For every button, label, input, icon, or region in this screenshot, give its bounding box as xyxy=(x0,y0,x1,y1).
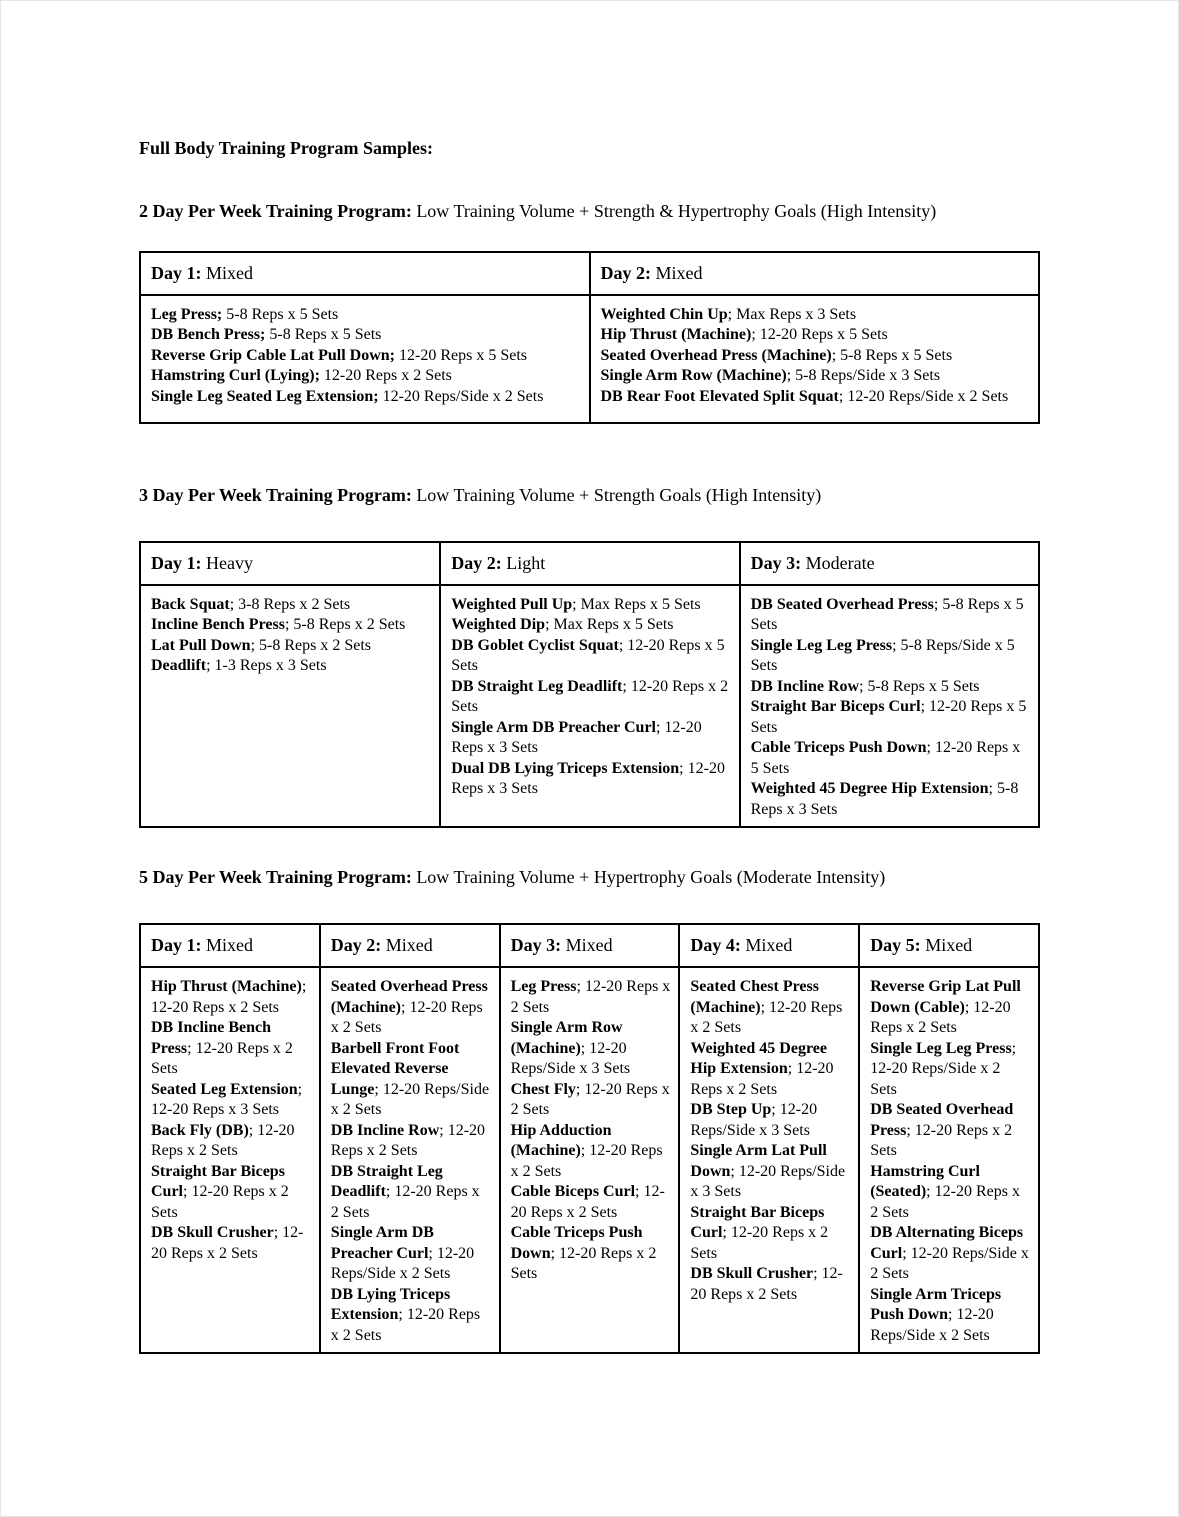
exercise-name: Single Arm DB Preacher Curl xyxy=(451,718,656,736)
exercise-item xyxy=(151,1080,311,1121)
program-heading-5day-rest: Low Training Volume + Hypertrophy Goals (Moderate Intensity) xyxy=(411,867,886,887)
day-label: Day 2: xyxy=(600,262,651,283)
exercise-name: Single Arm Triceps Push Down xyxy=(870,1285,1002,1323)
table-5day-program xyxy=(139,923,1040,1354)
exercise-item xyxy=(690,977,850,1039)
exercise-name: DB Alternating Biceps Curl xyxy=(870,1224,1024,1262)
day-type: Mixed xyxy=(381,935,433,955)
table-5day-header-row xyxy=(140,924,1039,967)
exercise-name: DB Skull Crusher xyxy=(151,1224,274,1241)
exercise-item xyxy=(451,595,730,616)
exercise-name: DB Bench Press; xyxy=(151,326,266,343)
table-5day-body-row xyxy=(140,967,1039,1353)
exercise-name: Hamstring Curl (Lying); xyxy=(151,367,320,384)
exercise-name: Straight Bar Biceps Curl xyxy=(690,1203,825,1241)
exercise-detail: 12-20 Reps/Side x 2 Sets xyxy=(378,387,544,405)
exercise-item xyxy=(601,325,1031,346)
exercise-name: Single Leg Seated Leg Extension; xyxy=(151,387,379,405)
exercise-name: Hip Thrust (Machine) xyxy=(151,978,302,995)
exercise-item xyxy=(690,1039,850,1101)
exercise-name: Hip Thrust (Machine) xyxy=(600,326,752,343)
exercise-name: Leg Press; xyxy=(151,305,223,323)
day-type: Mixed xyxy=(651,262,703,283)
exercise-detail: ; 12-20 Reps x 2 Sets xyxy=(510,1244,657,1282)
exercise-name: Reverse Grip Lat Pull Down (Cable) xyxy=(870,978,1021,1016)
program-heading-5day-bold: 5 Day Per Week Training Program: xyxy=(139,867,412,887)
exercise-name: Single Leg Leg Press xyxy=(870,1039,1012,1057)
exercise-detail: ; Max Reps x 3 Sets xyxy=(727,305,857,323)
exercise-name: DB Straight Leg Deadlift xyxy=(330,1162,443,1200)
day-label: Day 1: xyxy=(151,262,202,283)
exercise-item xyxy=(511,1182,671,1223)
table-2day-day1-cell xyxy=(140,295,590,423)
exercise-detail: ; 5-8 Reps/Side x 5 Sets xyxy=(750,636,1015,674)
exercise-item xyxy=(331,1039,491,1121)
table-5day-day1-cell xyxy=(140,967,320,1353)
day-type: Moderate xyxy=(801,552,875,573)
day-type: Light xyxy=(501,552,546,573)
exercise-name: Seated Chest Press (Machine) xyxy=(690,978,819,1016)
day-type: Mixed xyxy=(740,935,793,955)
table-3day-header-day3 xyxy=(740,542,1039,585)
exercise-detail: ; 12-20 Reps x 2 Sets xyxy=(510,978,671,1016)
exercise-detail: ; 12-20 Reps x 2 Sets xyxy=(690,1265,843,1303)
exercise-item xyxy=(870,1100,1030,1162)
exercise-item xyxy=(331,1162,491,1224)
table-5day-day5-cell xyxy=(859,967,1039,1353)
exercise-detail: ; 5-8 Reps/Side x 3 Sets xyxy=(786,367,941,384)
exercise-item xyxy=(151,636,431,657)
exercise-name: Dual DB Lying Triceps Extension xyxy=(451,759,680,777)
exercise-detail: ; 5-8 Reps x 5 Sets xyxy=(750,595,1024,633)
exercise-item xyxy=(601,387,1031,408)
table-3day-day2-cell xyxy=(440,585,739,828)
table-2day-header-row xyxy=(140,252,1039,295)
program-heading-3day-rest: Low Training Volume + Strength Goals (High Intensity) xyxy=(411,484,822,505)
table-5day-header-day4 xyxy=(679,924,859,967)
exercise-name: DB Skull Crusher xyxy=(690,1265,814,1282)
exercise-detail: ; 12-20 Reps/Side x 3 Sets xyxy=(690,1162,846,1200)
exercise-name: Lat Pull Down xyxy=(151,636,251,654)
exercise-detail: 5-8 Reps x 5 Sets xyxy=(265,326,382,343)
exercise-detail: 12-20 Reps x 5 Sets xyxy=(394,346,527,364)
exercise-detail: ; 12-20 Reps x 2 Sets xyxy=(151,1121,295,1159)
exercise-name: Straight Bar Biceps Curl xyxy=(750,698,921,715)
exercise-name: DB Incline Bench Press xyxy=(151,1019,272,1057)
exercise-item xyxy=(690,1264,850,1305)
exercise-detail: ; 12-20 Reps/Side x 3 Sets xyxy=(510,1039,631,1077)
exercise-detail: ; 5-8 Reps x 2 Sets xyxy=(250,636,372,654)
table-2day-day2-cell xyxy=(590,295,1040,423)
exercise-item xyxy=(151,595,431,616)
exercise-item xyxy=(151,387,581,408)
exercise-detail: ; 12-20 Reps x 3 Sets xyxy=(151,1080,303,1118)
exercise-item xyxy=(511,1223,671,1285)
exercise-name: Weighted 45 Degree Hip Extension xyxy=(690,1039,827,1077)
exercise-item xyxy=(151,366,581,387)
exercise-name: DB Goblet Cyclist Squat xyxy=(451,636,619,654)
exercise-item xyxy=(151,305,581,326)
exercise-name: Weighted Dip xyxy=(451,616,546,633)
program-heading-5day xyxy=(139,864,1040,891)
exercise-detail: ; 12-20 Reps x 2 Sets xyxy=(510,1142,663,1180)
exercise-detail: ; 12-20 Reps x 2 Sets xyxy=(510,1080,670,1118)
table-2day-header-day2 xyxy=(590,252,1040,295)
exercise-item xyxy=(511,1018,671,1080)
page-title-text: Full Body Training Program Samples: xyxy=(139,138,434,158)
day-label: Day 3: xyxy=(510,935,562,955)
program-heading-2day-bold: 2 Day Per Week Training Program: xyxy=(139,200,412,221)
page-title xyxy=(139,137,1040,160)
exercise-name: Single Arm Row (Machine) xyxy=(510,1019,623,1057)
exercise-item xyxy=(151,1121,311,1162)
exercise-detail: ; Max Reps x 5 Sets xyxy=(572,595,701,613)
exercise-detail: ; 12-20 Reps x 5 Sets xyxy=(751,326,888,343)
day-label: Day 5: xyxy=(870,935,921,955)
exercise-name: Hip Adduction (Machine) xyxy=(510,1121,612,1159)
exercise-item xyxy=(601,366,1031,387)
exercise-detail: ; 5-8 Reps x 2 Sets xyxy=(284,616,406,633)
exercise-detail: ; 1-3 Reps x 3 Sets xyxy=(206,657,327,674)
exercise-detail: ; 5-8 Reps x 5 Sets xyxy=(831,346,953,364)
exercise-item xyxy=(601,346,1031,367)
table-2day-program xyxy=(139,251,1040,424)
exercise-name: Seated Leg Extension xyxy=(151,1080,298,1098)
exercise-item xyxy=(151,1018,311,1080)
exercise-item xyxy=(870,977,1030,1039)
exercise-detail: ; 12-20 Reps x 2 Sets xyxy=(690,998,843,1036)
exercise-detail: ; 12-20 Reps x 2 Sets xyxy=(151,1183,289,1221)
exercise-item xyxy=(451,718,730,759)
table-3day-header-day1 xyxy=(140,542,440,585)
exercise-detail: ; 5-8 Reps x 3 Sets xyxy=(750,780,1019,818)
exercise-item xyxy=(331,1121,491,1162)
table-2day-header-day1 xyxy=(140,252,590,295)
exercise-name: Weighted 45 Degree Hip Extension xyxy=(750,780,989,797)
exercise-detail: ; 5-8 Reps x 5 Sets xyxy=(859,677,980,695)
exercise-detail: ; 12-20 Reps/Side x 3 Sets xyxy=(690,1101,818,1139)
exercise-item xyxy=(331,1223,491,1285)
exercise-item xyxy=(870,1039,1030,1101)
exercise-item xyxy=(511,977,671,1018)
exercise-name: Back Squat xyxy=(151,595,230,613)
exercise-detail: ; 12-20 Reps/Side x 2 Sets xyxy=(870,1306,994,1344)
exercise-detail: ; 12-20 Reps/Side x 2 Sets xyxy=(838,387,1009,405)
exercise-name: Deadlift xyxy=(151,657,207,674)
program-heading-3day-bold: 3 Day Per Week Training Program: xyxy=(139,484,412,505)
exercise-item xyxy=(451,759,730,800)
exercise-detail: ; 12-20 Reps/Side x 2 Sets xyxy=(870,1244,1029,1282)
exercise-item xyxy=(151,656,431,677)
exercise-detail: ; 12-20 Reps x 3 Sets xyxy=(451,718,702,756)
table-5day-day4-cell xyxy=(679,967,859,1353)
program-heading-2day-rest: Low Training Volume + Strength & Hypertrophy Goals (High Intensity) xyxy=(411,200,937,221)
exercise-item xyxy=(451,615,730,636)
exercise-detail: ; 12-20 Reps x 2 Sets xyxy=(330,1306,481,1344)
exercise-name: Straight Bar Biceps Curl xyxy=(151,1162,285,1200)
day-label: Day 4: xyxy=(690,935,741,955)
table-5day-day3-cell xyxy=(500,967,680,1353)
exercise-item xyxy=(151,325,581,346)
exercise-name: Seated Overhead Press (Machine) xyxy=(330,978,488,1016)
table-3day-body-row xyxy=(140,585,1039,828)
day-type: Mixed xyxy=(920,935,973,955)
table-5day-day2-cell xyxy=(320,967,500,1353)
exercise-name: Cable Triceps Push Down xyxy=(750,739,927,756)
table-3day-header-row xyxy=(140,542,1039,585)
exercise-item xyxy=(690,1203,850,1265)
exercise-name: Weighted Pull Up xyxy=(451,595,573,613)
exercise-detail: ; 12-20 Reps x 2 Sets xyxy=(510,1183,665,1221)
table-5day-header-day5 xyxy=(859,924,1039,967)
exercise-detail: ; 12-20 Reps/Side x 2 Sets xyxy=(870,1039,1017,1098)
exercise-name: Hamstring Curl (Seated) xyxy=(870,1162,980,1200)
exercise-detail: ; 12-20 Reps x 5 Sets xyxy=(750,698,1027,736)
exercise-detail: ; 12-20 Reps/Side x 2 Sets xyxy=(330,1244,475,1282)
exercise-item xyxy=(601,305,1031,326)
exercise-item xyxy=(151,1162,311,1224)
exercise-item xyxy=(751,738,1030,779)
exercise-detail: ; 12-20 Reps x 2 Sets xyxy=(870,1121,1013,1159)
exercise-name: DB Seated Overhead Press xyxy=(870,1101,1014,1139)
exercise-item xyxy=(451,636,730,677)
table-5day-header-day3 xyxy=(500,924,680,967)
exercise-name: DB Lying Triceps Extension xyxy=(330,1285,451,1323)
exercise-item xyxy=(511,1080,671,1121)
table-3day-day1-cell xyxy=(140,585,440,828)
program-heading-2day xyxy=(139,198,1040,225)
day-type: Mixed xyxy=(201,935,253,955)
exercise-name: DB Straight Leg Deadlift xyxy=(451,677,623,695)
day-label: Day 1: xyxy=(151,935,202,955)
exercise-detail: ; 12-20 Reps x 2 Sets xyxy=(151,1224,304,1262)
exercise-item xyxy=(331,977,491,1039)
exercise-name: Chest Fly xyxy=(510,1080,576,1098)
day-label: Day 2: xyxy=(451,552,502,573)
exercise-name: Reverse Grip Cable Lat Pull Down; xyxy=(151,346,395,364)
exercise-name: Cable Biceps Curl xyxy=(510,1183,636,1200)
exercise-detail: ; 12-20 Reps x 2 Sets xyxy=(690,1224,829,1262)
exercise-name: DB Incline Row xyxy=(750,677,860,695)
exercise-item xyxy=(751,697,1030,738)
exercise-name: DB Incline Row xyxy=(330,1121,440,1139)
exercise-detail: ; 12-20 Reps x 2 Sets xyxy=(330,998,483,1036)
exercise-item xyxy=(870,1285,1030,1347)
exercise-detail: ; 12-20 Reps x 2 Sets xyxy=(330,1121,486,1159)
exercise-item xyxy=(151,615,431,636)
program-heading-3day xyxy=(139,482,1040,509)
day-type: Heavy xyxy=(201,552,253,573)
exercise-name: Single Arm Lat Pull Down xyxy=(690,1142,827,1180)
exercise-item xyxy=(151,1223,311,1264)
exercise-item xyxy=(451,677,730,718)
exercise-item xyxy=(751,636,1030,677)
exercise-name: Barbell Front Foot Elevated Reverse Lunge xyxy=(330,1039,460,1098)
exercise-detail: ; 12-20 Reps x 2 Sets xyxy=(870,998,1011,1036)
exercise-item xyxy=(151,977,311,1018)
exercise-name: Seated Overhead Press (Machine) xyxy=(600,346,832,364)
exercise-name: Incline Bench Press xyxy=(151,616,285,633)
exercise-detail: ; 12-20 Reps x 5 Sets xyxy=(451,636,725,674)
exercise-name: Single Arm Row (Machine) xyxy=(600,367,787,384)
exercise-name: DB Rear Foot Elevated Split Squat xyxy=(600,387,839,405)
exercise-name: Single Arm DB Preacher Curl xyxy=(330,1224,434,1262)
day-type: Mixed xyxy=(201,262,253,283)
table-5day-header-day2 xyxy=(320,924,500,967)
exercise-name: Weighted Chin Up xyxy=(600,305,728,323)
exercise-item xyxy=(751,677,1030,698)
exercise-item xyxy=(151,346,581,367)
exercise-detail: ; 3-8 Reps x 2 Sets xyxy=(229,595,351,613)
exercise-detail: ; Max Reps x 5 Sets xyxy=(545,616,674,633)
exercise-item xyxy=(331,1285,491,1347)
day-label: Day 2: xyxy=(330,935,382,955)
exercise-detail: ; 12-20 Reps x 2 Sets xyxy=(870,1183,1020,1221)
table-3day-header-day2 xyxy=(440,542,739,585)
exercise-detail: 12-20 Reps x 2 Sets xyxy=(319,367,452,384)
exercise-item xyxy=(870,1162,1030,1224)
exercise-name: Leg Press xyxy=(510,978,577,995)
day-label: Day 3: xyxy=(750,552,802,573)
exercise-detail: ; 12-20 Reps x 2 Sets xyxy=(690,1060,834,1098)
day-label: Day 1: xyxy=(151,552,202,573)
table-2day-body-row xyxy=(140,295,1039,423)
table-3day-day3-cell xyxy=(740,585,1039,828)
exercise-detail: ; 12-20 Reps/Side x 2 Sets xyxy=(330,1080,490,1118)
table-3day-program xyxy=(139,541,1040,829)
exercise-item xyxy=(690,1141,850,1203)
exercise-name: Cable Triceps Push Down xyxy=(510,1224,643,1262)
exercise-detail: ; 12-20 Reps x 5 Sets xyxy=(750,739,1021,777)
exercise-detail: ; 12-20 Reps x 2 Sets xyxy=(151,1039,293,1077)
exercise-detail: ; 12-20 Reps x 2 Sets xyxy=(151,978,307,1016)
exercise-detail: 5-8 Reps x 5 Sets xyxy=(222,305,339,323)
exercise-name: Back Fly (DB) xyxy=(151,1121,249,1139)
exercise-name: DB Seated Overhead Press xyxy=(750,595,934,613)
exercise-item xyxy=(870,1223,1030,1285)
exercise-item xyxy=(690,1100,850,1141)
day-type: Mixed xyxy=(561,935,613,955)
exercise-item xyxy=(751,779,1030,820)
table-5day-header-day1 xyxy=(140,924,320,967)
exercise-item xyxy=(511,1121,671,1183)
exercise-name: Single Leg Leg Press xyxy=(750,636,893,654)
exercise-detail: ; 12-20 Reps x 2 Sets xyxy=(451,677,729,715)
exercise-detail: ; 12-20 Reps x 3 Sets xyxy=(451,759,725,797)
exercise-name: DB Step Up xyxy=(690,1101,772,1118)
exercise-detail: ; 12-20 Reps x 2 Sets xyxy=(330,1183,480,1221)
exercise-item xyxy=(751,595,1030,636)
